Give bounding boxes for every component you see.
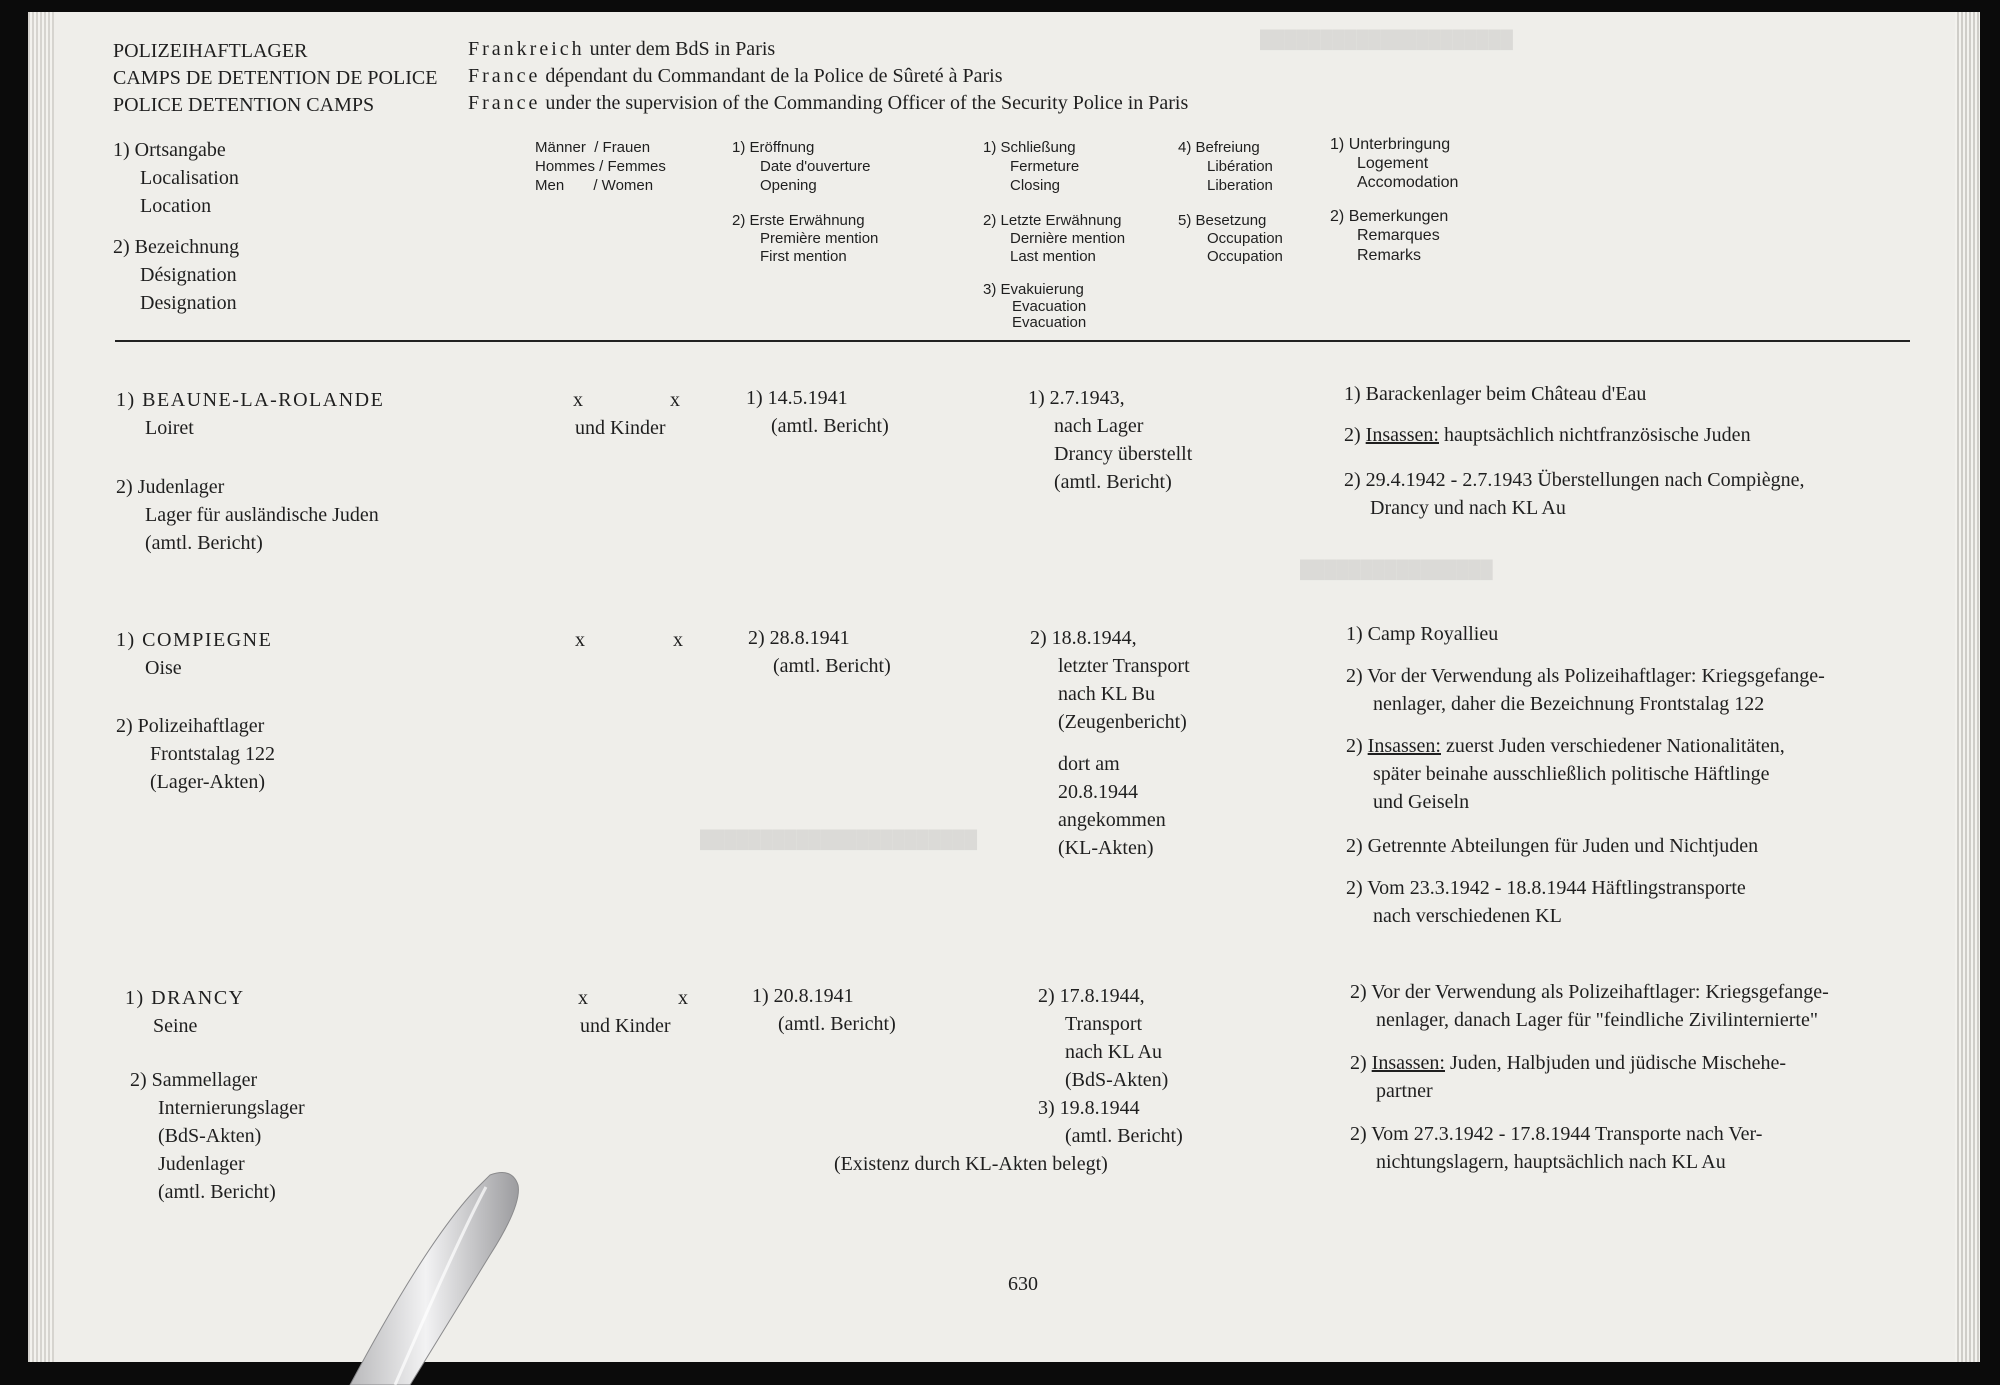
arrival-date: 20.8.1944	[1058, 781, 1138, 803]
evacuation-date: 3) 19.8.1944	[1038, 1097, 1140, 1119]
arrival-note: angekommen	[1058, 809, 1166, 831]
remark: 2) Insassen: Juden, Halbjuden und jüdische Mischehe-	[1350, 1052, 1787, 1074]
last-mention-date: 2) 18.8.1944,	[1030, 627, 1137, 649]
page-stack-left	[28, 12, 54, 1362]
designation: 2) Sammellager	[130, 1069, 258, 1091]
region-en: France under the supervision of the Commanding Officer of the Security Police in Paris	[468, 92, 1189, 114]
location-name: 1) BEAUNE-LA-ROLANDE	[116, 389, 385, 411]
remark: 1) Camp Royallieu	[1346, 623, 1499, 645]
children-note: und Kinder	[575, 417, 666, 439]
remark: 2) Insassen: zuerst Juden verschiedener Nationalitäten,	[1346, 735, 1785, 757]
first-mention-date: 2) 28.8.1941	[748, 627, 850, 649]
opening-source: (amtl. Bericht)	[778, 1013, 896, 1035]
closing-date: 1) 2.7.1943,	[1028, 387, 1125, 409]
remark: nach verschiedenen KL	[1373, 905, 1562, 927]
remark: 2) Getrennte Abteilungen für Juden und Nichtjuden	[1346, 835, 1759, 857]
last-mention-note: nach KL Bu	[1058, 683, 1156, 705]
last-mention-source: (BdS-Akten)	[1065, 1069, 1169, 1091]
arrival-note: dort am	[1058, 753, 1120, 775]
women-mark: x	[670, 389, 680, 411]
location-name: 1) DRANCY	[125, 987, 245, 1009]
arrival-source: (KL-Akten)	[1058, 837, 1154, 859]
men-mark: x	[578, 987, 588, 1009]
remark: später beinahe ausschließlich politische Häftlinge	[1373, 763, 1770, 785]
department: Oise	[145, 657, 182, 679]
page-holder-tool	[290, 1145, 590, 1385]
closing-source: (amtl. Bericht)	[1054, 471, 1172, 493]
designation-source: (amtl. Bericht)	[158, 1181, 276, 1203]
title-en: POLICE DETENTION CAMPS	[113, 94, 375, 116]
closing-note: nach Lager	[1054, 415, 1144, 437]
designation-source: (BdS-Akten)	[158, 1125, 262, 1147]
women-mark: x	[673, 629, 683, 651]
header-rule	[115, 340, 1910, 342]
men-mark: x	[575, 629, 585, 651]
remark: partner	[1376, 1080, 1433, 1102]
existence-note: (Existenz durch KL-Akten belegt)	[834, 1153, 1108, 1175]
closing-note: Drancy überstellt	[1054, 443, 1193, 465]
men-mark: x	[573, 389, 583, 411]
title-de: POLIZEIHAFTLAGER	[113, 40, 308, 62]
bleed-through: ████████████████	[1300, 560, 1493, 579]
designation: Internierungslager	[158, 1097, 305, 1119]
location-name: 1) COMPIEGNE	[116, 629, 273, 651]
designation: 2) Judenlager	[116, 476, 225, 498]
remark: Drancy und nach KL Au	[1370, 497, 1566, 519]
evacuation-source: (amtl. Bericht)	[1065, 1125, 1183, 1147]
last-mention-note: Transport	[1065, 1013, 1143, 1035]
opening-date: 1) 14.5.1941	[746, 387, 848, 409]
designation-source: (amtl. Bericht)	[145, 532, 263, 554]
region-fr: France dépendant du Commandant de la Police de Sûreté à Paris	[468, 65, 1003, 87]
designation: 2) Polizeihaftlager	[116, 715, 265, 737]
remark: nenlager, daher die Bezeichnung Frontstalag 122	[1373, 693, 1765, 715]
page-number: 630	[1008, 1273, 1038, 1295]
children-note: und Kinder	[580, 1015, 671, 1037]
title-fr: CAMPS DE DETENTION DE POLICE	[113, 67, 438, 89]
region-de: Frankreich unter dem BdS in Paris	[468, 38, 776, 60]
remark: 2) Vor der Verwendung als Polizeihaftlager: Kriegsgefange-	[1346, 665, 1825, 687]
last-mention-source: (Zeugenbericht)	[1058, 711, 1187, 733]
remark: 2) Vom 23.3.1942 - 18.8.1944 Häftlingstransporte	[1346, 877, 1746, 899]
designation-source: (Lager-Akten)	[150, 771, 266, 793]
remark: 2) 29.4.1942 - 2.7.1943 Überstellungen nach Compiègne,	[1344, 469, 1805, 491]
bleed-through: ███████████████████████	[700, 830, 978, 849]
designation: Lager für ausländische Juden	[145, 504, 379, 526]
bleed-through: █████████████████████	[1260, 30, 1513, 49]
remark: 2) Insassen: hauptsächlich nichtfranzösische Juden	[1344, 424, 1751, 446]
designation: Judenlager	[158, 1153, 245, 1175]
women-mark: x	[678, 987, 688, 1009]
remark: 2) Vor der Verwendung als Polizeihaftlager: Kriegsgefange-	[1350, 981, 1829, 1003]
remark: und Geiseln	[1373, 791, 1470, 813]
department: Loiret	[145, 417, 194, 439]
remark: nichtungslagern, hauptsächlich nach KL Au	[1376, 1151, 1726, 1173]
first-mention-source: (amtl. Bericht)	[773, 655, 891, 677]
remark: 2) Vom 27.3.1942 - 17.8.1944 Transporte nach Ver-	[1350, 1123, 1763, 1145]
opening-source: (amtl. Bericht)	[771, 415, 889, 437]
remark: 1) Barackenlager beim Château d'Eau	[1344, 383, 1647, 405]
page-stack-right	[1955, 12, 1980, 1362]
last-mention-date: 2) 17.8.1944,	[1038, 985, 1145, 1007]
remark: nenlager, danach Lager für "feindliche Zivilinternierte"	[1376, 1009, 1818, 1031]
opening-date: 1) 20.8.1941	[752, 985, 854, 1007]
department: Seine	[153, 1015, 198, 1037]
designation: Frontstalag 122	[150, 743, 275, 765]
last-mention-note: nach KL Au	[1065, 1041, 1163, 1063]
last-mention-note: letzter Transport	[1058, 655, 1190, 677]
